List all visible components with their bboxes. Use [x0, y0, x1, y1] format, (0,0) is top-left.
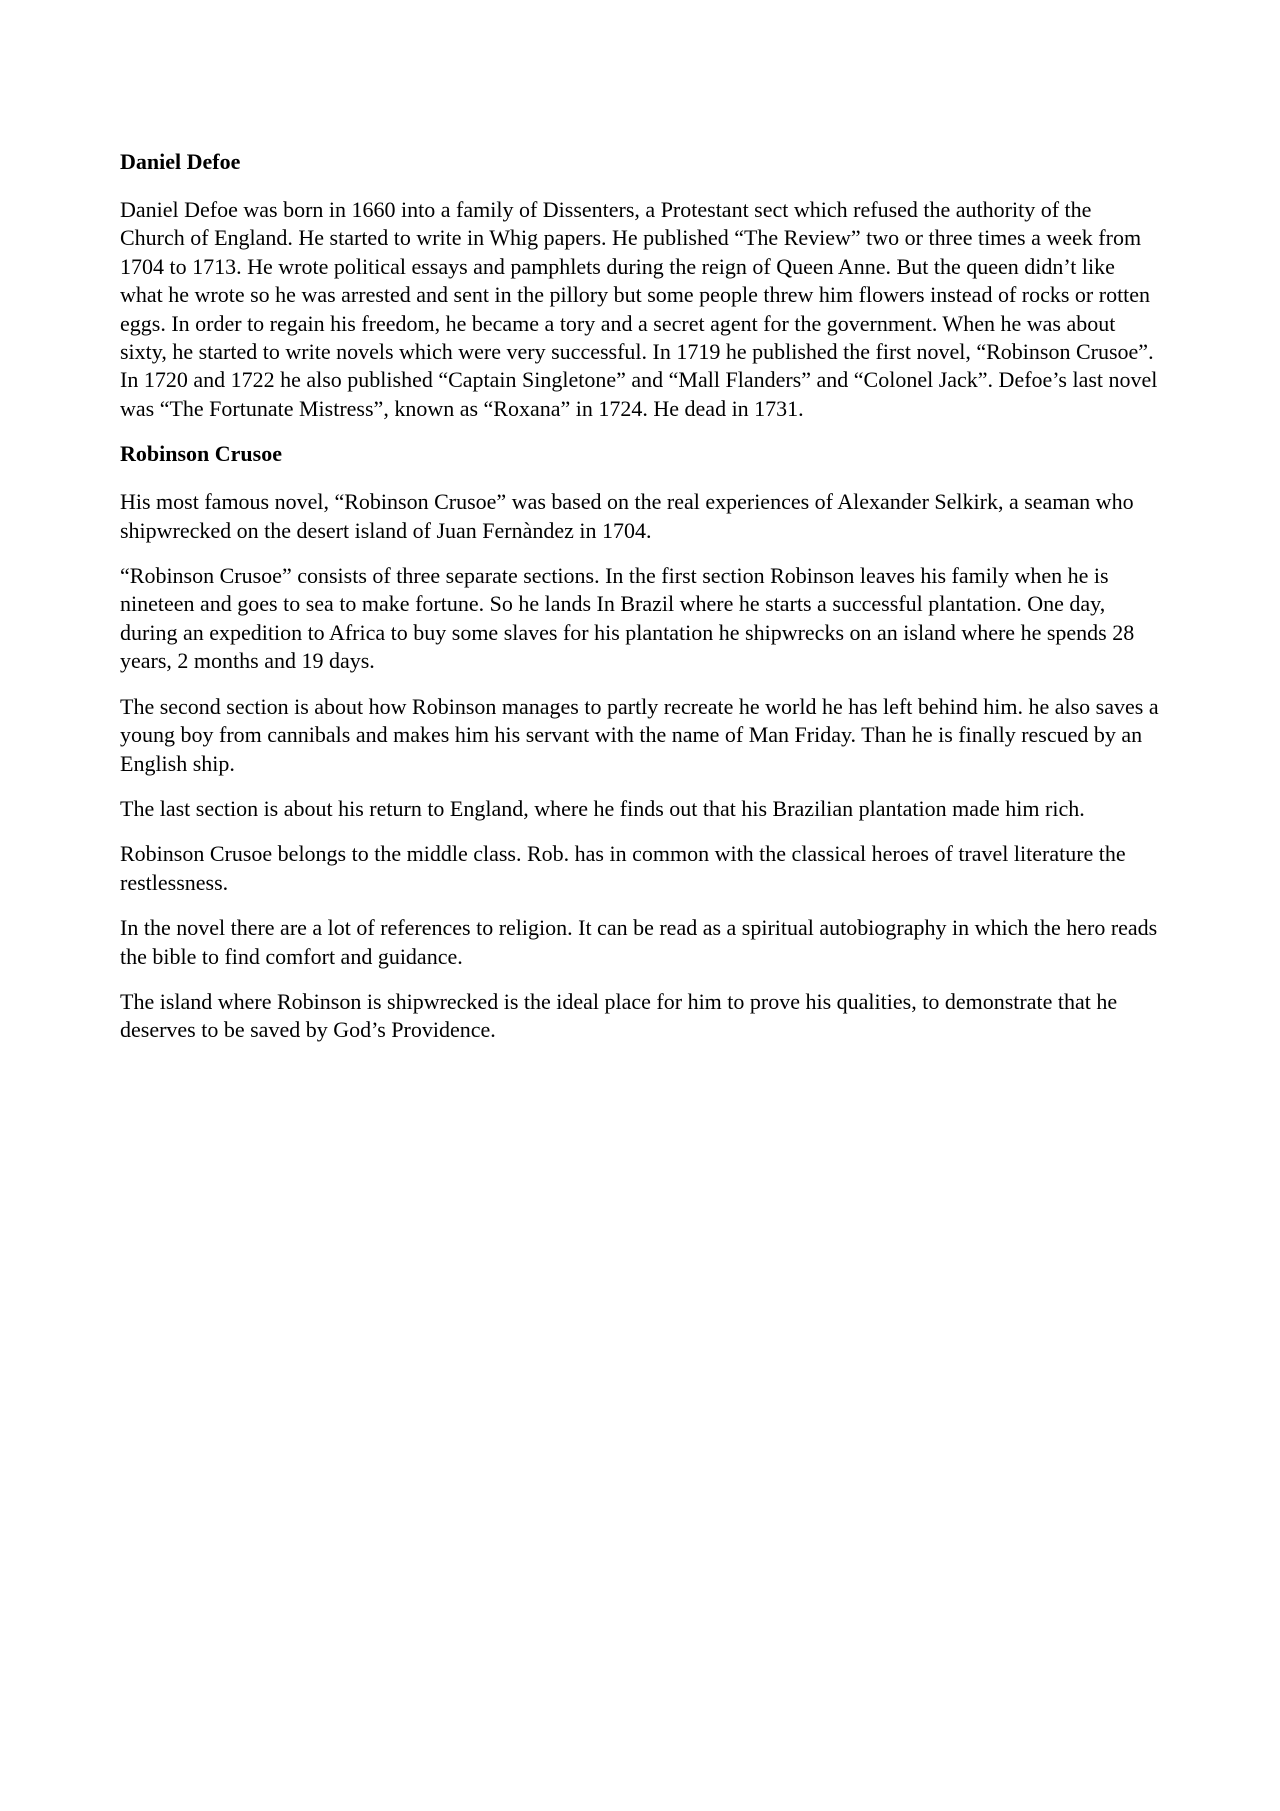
section-heading-daniel-defoe: Daniel Defoe — [120, 149, 241, 174]
paragraph-defoe-biography: Daniel Defoe was born in 1660 into a family of Dissenters, a Protestant sect which refused the authority of the Church of England. He started to write in Whig papers. He published “The Review” two or three times a week from 1704 to 1713. He wrote political essays and pamphlets during the reign of Queen Anne. But the queen didn’t like what he wrote so he was arrested and sent in the pillory but some people threw him flowers instead of rocks or rotten eggs. In order to regain his freedom, he became a tory and a secret agent for the government. When he was about sixty, he started to write novels which were very successful. In 1719 he published the first novel, “Robinson Crusoe”. In 1720 and 1722 he also published “Captain Singletone” and “Mall Flanders” and “Colonel Jack”. Defoe’s last novel was “The Fortunate Mistress”, known as “Roxana” in 1724. He dead in 1731. — [120, 197, 1158, 421]
paragraph-last-section: The last section is about his return to England, where he finds out that his Brazilian plantation made him rich. — [120, 795, 1085, 821]
paragraph-religion: In the novel there are a lot of references to religion. It can be read as a spiritual autobiography in which the hero reads the bible to find comfort and guidance. — [120, 915, 1158, 969]
paragraph-first-section: “Robinson Crusoe” consists of three separate sections. In the first section Robinson leaves his family when he is nineteen and goes to sea to make fortune. So he lands In Brazil where he starts a successful plantation. One day, during an expedition to Africa to buy some slaves for his plantation he shipwrecks on an island where he spends 28 years, 2 months and 19 days. — [120, 563, 1135, 674]
paragraph-island: The island where Robinson is shipwrecked is the ideal place for him to prove his qualities, to demonstrate that he deserves to be saved by God’s Providence. — [120, 988, 1118, 1043]
section-heading-robinson-crusoe: Robinson Crusoe — [120, 441, 282, 467]
paragraph-novel-origin: His most famous novel, “Robinson Crusoe” was based on the real experiences of Alexander Selkirk, a seaman who shipwrecked on the desert island of Juan Fernàndez in 1704. — [120, 489, 1134, 543]
paragraph-second-section: The second section is about how Robinson manages to partly recreate he world he has left behind him. he also saves a young boy from cannibals and makes him his servant with the name of Man Friday. Than he is finally rescued by an English ship. — [120, 693, 1159, 776]
paragraph-middle-class: Robinson Crusoe belongs to the middle class. Rob. has in common with the classical heroes of travel literature the restlessness. — [120, 841, 1126, 895]
